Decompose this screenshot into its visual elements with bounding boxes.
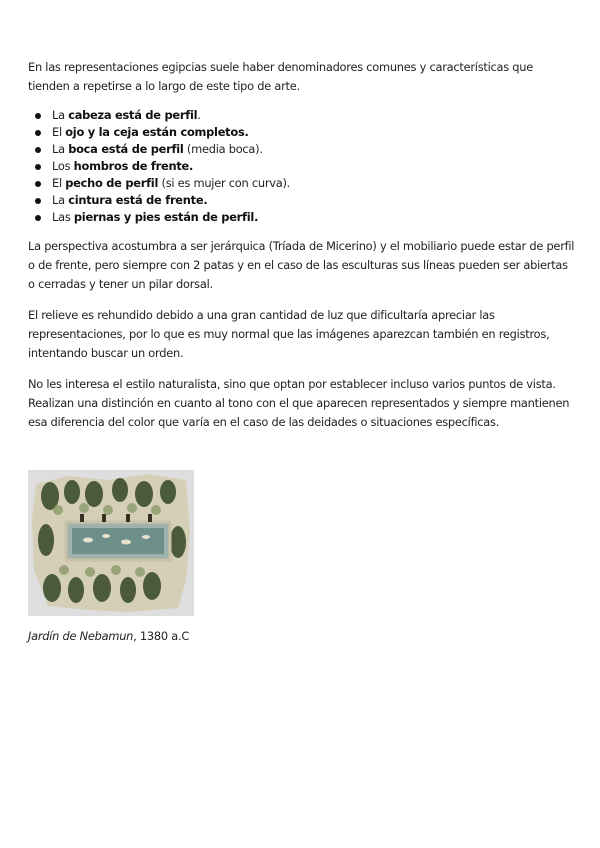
caption-title: Jardín de Nebamun [28, 629, 134, 643]
list-item: La boca está de perfil (media boca). [28, 141, 576, 158]
image-caption [28, 628, 189, 644]
perspective-paragraph: La perspectiva acostumbra a ser jerárquica (Tríada de Micerino) y el mobiliario puede estar de perfil o de frente, pero siempre con 2 patas y en el caso de las esculturas sus líneas pueden ser abiertas o cerradas y tener un pilar dorsal. [28, 239, 575, 291]
list-item: El pecho de perfil (si es mujer con curva). [28, 175, 576, 192]
caption-date: , 1380 a.C [133, 629, 190, 643]
bullet-icon [35, 113, 41, 119]
list-item: La cintura está de frente. [28, 192, 576, 209]
bullet-icon [35, 164, 41, 170]
list-item: Las piernas y pies están de perfil. [28, 209, 576, 226]
intro-paragraph: En las representaciones egipcias suele haber denominadores comunes y características que tienden a repetirse a lo largo de este tipo de arte. [28, 60, 534, 93]
bullet-icon [35, 130, 41, 136]
style-paragraph: No les interesa el estilo naturalista, sino que optan por establecer incluso varios puntos de vista. Realizan una distinción en cuanto al tono con el que aparecen representados y siempre mantienen esa diferencia del color que varía en el caso de las deidades o situaciones específicas. [28, 377, 570, 429]
document-body [28, 58, 576, 444]
list-item: Los hombros de frente. [28, 158, 576, 175]
list-item: La cabeza está de perfil. [28, 107, 576, 124]
relief-paragraph: El relieve es rehundido debido a una gran cantidad de luz que dificultaría apreciar las representaciones, por lo que es muy normal que las imágenes aparezcan también en registros, intentando buscar un orden. [28, 308, 550, 360]
bullet-icon [35, 181, 41, 187]
nebamun-garden-image [28, 470, 194, 616]
bullet-icon [35, 198, 41, 204]
bullet-icon [35, 215, 41, 221]
bullet-icon [35, 147, 41, 153]
list-item: El ojo y la ceja están completos. [28, 124, 576, 141]
features-list [28, 107, 576, 226]
